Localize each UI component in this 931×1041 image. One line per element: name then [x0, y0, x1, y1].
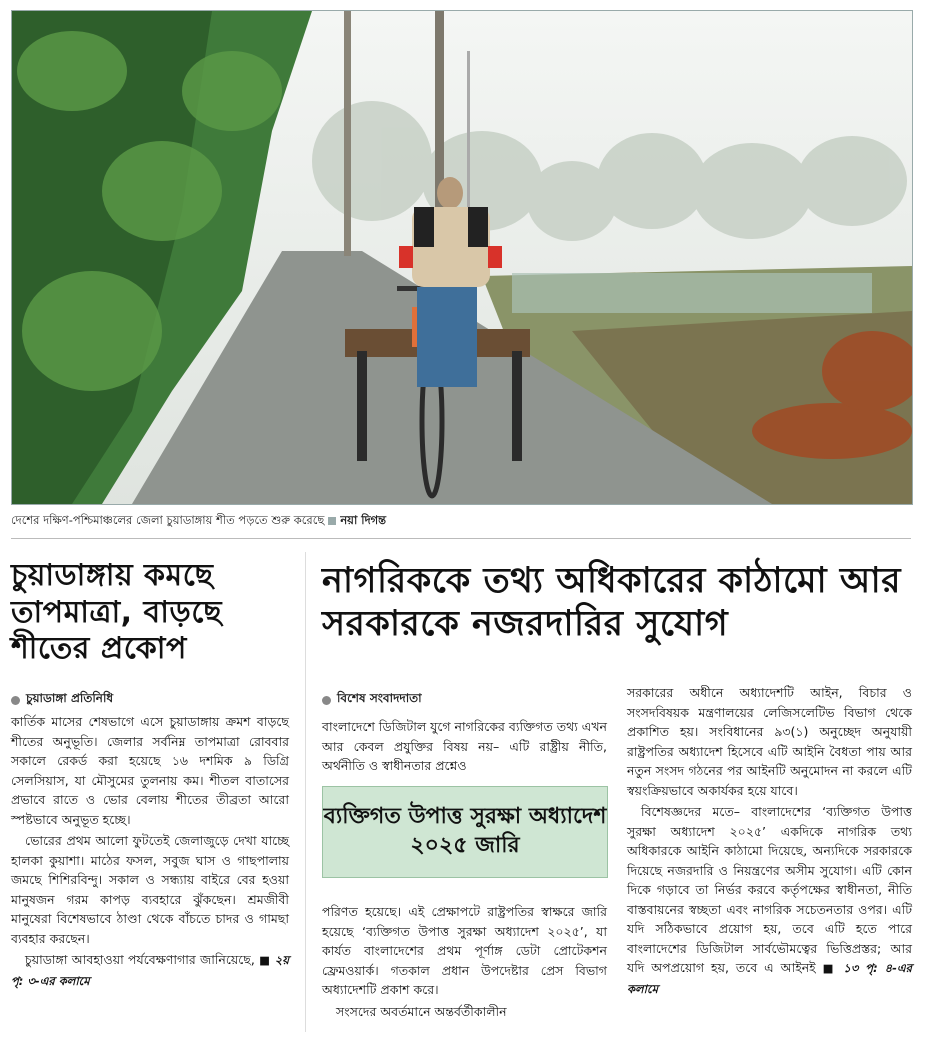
photo-credit: নয়া দিগন্ত: [340, 513, 387, 527]
news-photo: [11, 10, 913, 505]
paragraph: পরিণত হয়েছে। এই প্রেক্ষাপটে রাষ্ট্রপতির স্বাক্ষরে জারি হয়েছে ‘ব্যক্তিগত উপাত্ত সুরক্ষা অধ্যাদেশ ২০২৫’, যা কার্যত বাংলাদেশের প্রথম পূর্ণাঙ্গ ডেটা প্রোটেকশন ফ্রেমওয়ার্ক। গতকাল প্রধান উপদেষ্টার প্রেস বিভাগ অধ্যাদেশটি প্রকাশ করে।: [322, 904, 607, 997]
jump-text: ২য় পৃ: ৩-এর কলামে: [11, 953, 289, 988]
main-article-headline: নাগরিককে তথ্য অধিকারের কাঠামো আর সরকারকে নজরদারির সুযোগ: [322, 561, 901, 644]
divider: [11, 538, 911, 539]
paragraph: কার্তিক মাসের শেষভাগে এসে চুয়াডাঙ্গায় ক্রমশ বাড়ছে শীতের অনুভূতি। জেলার সর্বনিম্ন তাপমাত্রা রোববার সকালে রেকর্ড করা হয়েছে ১৬ দশমিক ৯ ডিগ্রি সেলসিয়াস, যা মৌসুমের তুলনায় কম। শীতল বাতাসের প্রভাবে রাতে ও ভোর বেলায় শীতের তীব্রতা আরো স্পষ্টভাবে অনুভূত হচ্ছে।: [11, 714, 289, 827]
caption-text: দেশের দক্ষিণ-পশ্চিমাঞ্চলের জেলা চুয়াডাঙ্গায় শীত পড়তে শুরু করেছে: [11, 513, 325, 527]
paragraph: বাংলাদেশে ডিজিটাল যুগে নাগরিকের ব্যক্তিগত তথ্য এখন আর কেবল প্রযুক্তির বিষয় নয়– এটি রাষ্ট্রীয় নীতি, অর্থনীতি ও স্বাধীনতার প্রশ্নেও: [322, 719, 607, 773]
photo-illustration: [12, 11, 912, 504]
left-article-body: [11, 712, 289, 993]
column-divider: [305, 552, 306, 1032]
left-article-byline: [11, 690, 113, 710]
photo-caption: [11, 512, 911, 528]
bullet-icon: [11, 696, 20, 705]
paragraph-text: বিশেষজ্ঞদের মতে– বাংলাদেশের ‘ব্যক্তিগত উপাত্ত সুরক্ষা অধ্যাদেশ ২০২৫’ একদিকে নাগরিক তথ্য অধিকারকে আইনি কাঠামো দিয়েছে, অন্যদিকে সরকারকে দিয়েছে নজরদারি ও নিয়ন্ত্রণের অসীম সুযোগ। এটি কোন দিকে গড়াবে তা নির্ভর করবে কর্তৃপক্ষের স্বাধীনতা, নীতি বাস্তবায়নের স্বচ্ছতা এবং নাগরিক সচেতনতার ওপর। এটি যদি সঠিকভাবে প্রয়োগ হয়, তবে এটি হতে পারে বাংলাদেশের ডিজিটাল সার্বভৌমত্বের ভিত্তিপ্রস্তর; আর যদি অপপ্রয়োগ হয়, তবে এ আইনই: [627, 804, 912, 975]
paragraph: [627, 802, 912, 999]
jump-text: ১৩ পৃ: ৪-এর কলামে: [627, 961, 912, 996]
highlight-box: ব্যক্তিগত উপাত্ত সুরক্ষা অধ্যাদেশ ২০২৫ জারি: [322, 786, 608, 878]
left-article-headline: চুয়াডাঙ্গায় কমছে তাপমাত্রা, বাড়ছে শীতের প্রকোপ: [11, 558, 223, 667]
paragraph: ভোরের প্রথম আলো ফুটতেই জেলাজুড়ে দেখা যাচ্ছে হালকা কুয়াশা। মাঠের ফসল, সবুজ ঘাস ও গাছপালায় জমছে শিশিরবিন্দু। সকাল ও সন্ধ্যায় বাইরে বের হওয়া মানুষজন গরম কাপড় ব্যবহারে ঝুঁকছেন। শ্রমজীবী মানুষেরা বিশেষভাবে ঠাণ্ডা থেকে বাঁচতে চাদর ও গামছা ব্যবহার করছেন।: [11, 833, 289, 946]
main-article-right-column: [627, 683, 912, 1001]
paragraph: সংসদের অবর্তমানে অন্তর্বর্তীকালীন: [336, 1003, 507, 1019]
bullet-icon: [322, 696, 331, 705]
main-article-byline: [322, 690, 422, 710]
square-icon: [328, 517, 336, 525]
byline-text: চুয়াডাঙ্গা প্রতিনিধি: [26, 691, 114, 705]
continued-jump-link: ■ ১৩ পৃ: ৪-এর কলামে: [627, 961, 912, 996]
continued-jump-link: ■ ২য় পৃ: ৩-এর কলামে: [11, 953, 289, 988]
paragraph-text: চুয়াডাঙ্গা আবহাওয়া পর্যবেক্ষণাগার জানিয়েছে,: [25, 952, 255, 967]
main-article-lead: [322, 717, 607, 778]
paragraph: [11, 950, 289, 991]
byline-text: বিশেষ সংবাদদাতা: [337, 691, 422, 705]
paragraph: সরকারের অধীনে অধ্যাদেশটি আইন, বিচার ও সংসদবিষয়ক মন্ত্রণালয়ের লেজিসলেটিভ বিভাগ থেকে প্রকাশিত হয়। সংবিধানের ৯৩(১) অনুচ্ছেদ অনুযায়ী রাষ্ট্রপতির অধ্যাদেশ হিসেবে এটি আইনি বৈধতা পায় আর নতুন সংসদ গঠনের পর আইনটি অনুমোদন না করলে এটি স্বয়ংক্রিয়ভাবে অকার্যকর হয়ে যাবে।: [627, 685, 912, 798]
main-article-continued: [322, 902, 607, 1023]
